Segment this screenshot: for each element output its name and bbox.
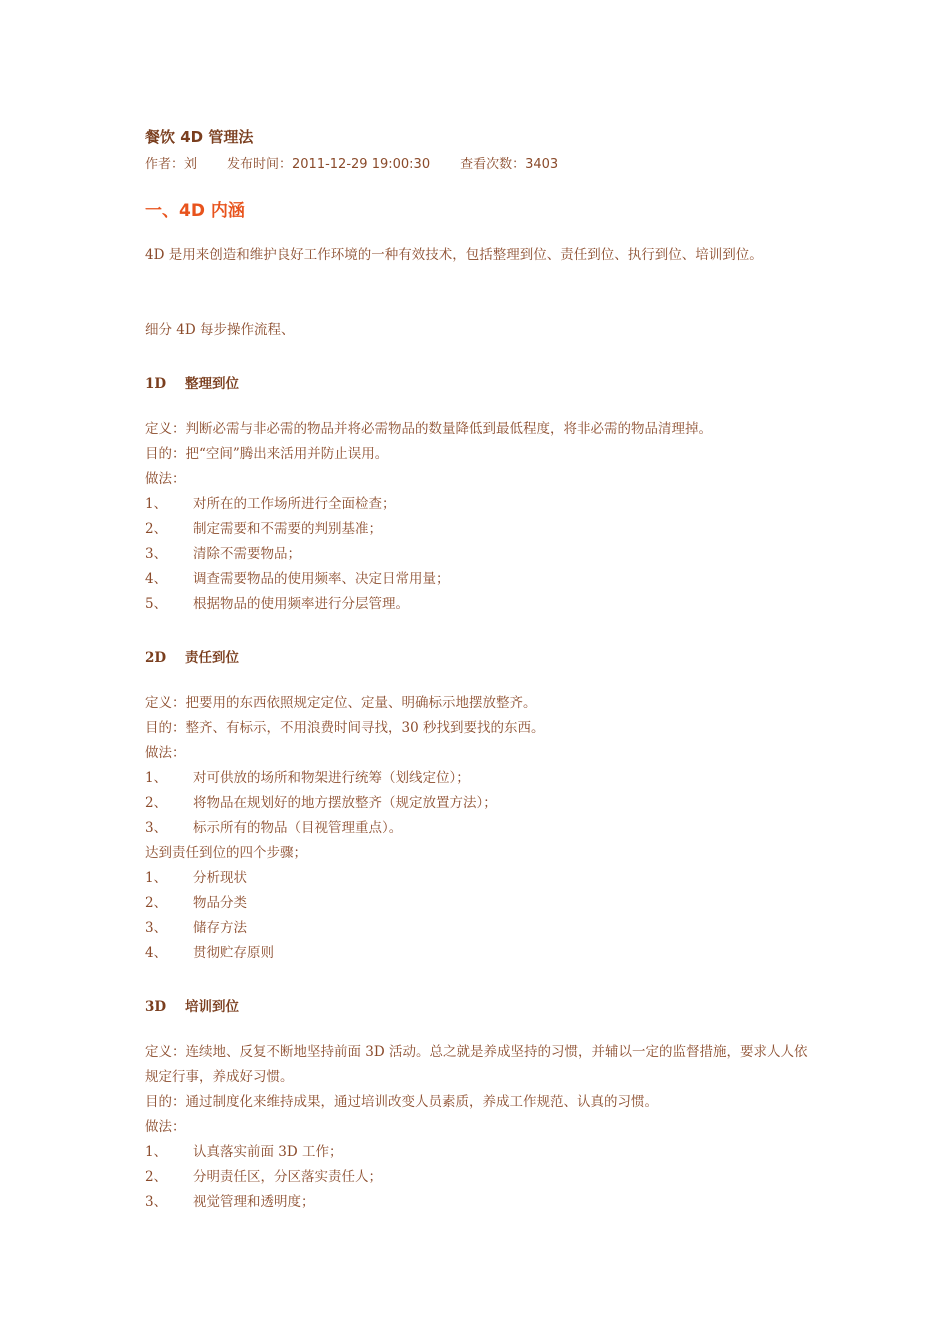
d2-purpose: 目的：整齐、有标示，不用浪费时间寻找，30 秒找到要找的东西。 bbox=[145, 720, 545, 736]
d1-purpose: 目的：把“空间”腾出来活用并防止误用。 bbox=[145, 446, 389, 462]
intro-paragraph: 4D 是用来创造和维护良好工作环境的一种有效技术，包括整理到位、责任到位、执行到位、培训到位。 bbox=[145, 247, 763, 263]
list-item: 1、 对所在的工作场所进行全面检查； bbox=[145, 496, 396, 512]
publish-time: 发布时间：2011-12-29 19:00:30 bbox=[227, 157, 431, 172]
article-meta bbox=[145, 153, 588, 172]
d2-method: 做法： bbox=[145, 745, 186, 761]
d1-definition: 定义：判断必需与非必需的物品并将必需物品的数量降低到最低程度，将非必需的物品清理掉。 bbox=[145, 421, 712, 437]
article-title: 餐饮 4D 管理法 bbox=[145, 128, 254, 146]
d3-number: 3D bbox=[145, 999, 167, 1015]
list-item: 1、 分析现状 bbox=[145, 870, 247, 886]
section-heading: 一、4D 内涵 bbox=[145, 201, 245, 221]
list-item: 4、 贯彻贮存原则 bbox=[145, 945, 274, 961]
d2-four-steps-title: 达到责任到位的四个步骤； bbox=[145, 845, 307, 861]
list-item: 2、 制定需要和不需要的判别基准； bbox=[145, 521, 382, 537]
list-item: 3、 储存方法 bbox=[145, 920, 247, 936]
list-item: 3、 清除不需要物品； bbox=[145, 546, 301, 562]
d2-definition: 定义：把要用的东西依照规定定位、定量、明确标示地摆放整齐。 bbox=[145, 695, 537, 711]
list-item: 4、 调查需要物品的使用频率、决定日常用量； bbox=[145, 571, 450, 587]
list-item: 3、 标示所有的物品（目视管理重点）。 bbox=[145, 820, 403, 836]
d2-title: 责任到位 bbox=[185, 650, 239, 666]
detail-line: 细分 4D 每步操作流程、 bbox=[145, 322, 295, 338]
d1-method: 做法： bbox=[145, 471, 186, 487]
d3-method: 做法： bbox=[145, 1119, 186, 1135]
list-item: 2、 分明责任区，分区落实责任人； bbox=[145, 1169, 382, 1185]
list-item: 5、 根据物品的使用频率进行分层管理。 bbox=[145, 596, 409, 612]
list-item: 1、 认真落实前面 3D 工作； bbox=[145, 1144, 343, 1160]
d2-number: 2D bbox=[145, 650, 167, 666]
d1-title: 整理到位 bbox=[185, 376, 239, 392]
list-item: 1、 对可供放的场所和物架进行统筹（划线定位）； bbox=[145, 770, 470, 786]
list-item: 2、 物品分类 bbox=[145, 895, 247, 911]
d2-heading bbox=[145, 646, 239, 666]
view-count: 查看次数：3403 bbox=[460, 157, 559, 172]
d3-purpose: 目的：通过制度化来维持成果，通过培训改变人员素质，养成工作规范、认真的习惯。 bbox=[145, 1094, 658, 1110]
d1-number: 1D bbox=[145, 376, 167, 392]
d3-title: 培训到位 bbox=[185, 999, 239, 1015]
d3-definition: 定义：连续地、反复不断地坚持前面 3D 活动。总之就是养成坚持的习惯，并辅以一定的监督措施，要求人人依规定行事，养成好习惯。 bbox=[145, 1044, 808, 1085]
d3-heading bbox=[145, 995, 239, 1015]
list-item: 3、 视觉管理和透明度； bbox=[145, 1194, 315, 1210]
author: 作者：刘 bbox=[145, 157, 198, 172]
d1-heading bbox=[145, 372, 239, 392]
list-item: 2、 将物品在规划好的地方摆放整齐（规定放置方法）； bbox=[145, 795, 497, 811]
